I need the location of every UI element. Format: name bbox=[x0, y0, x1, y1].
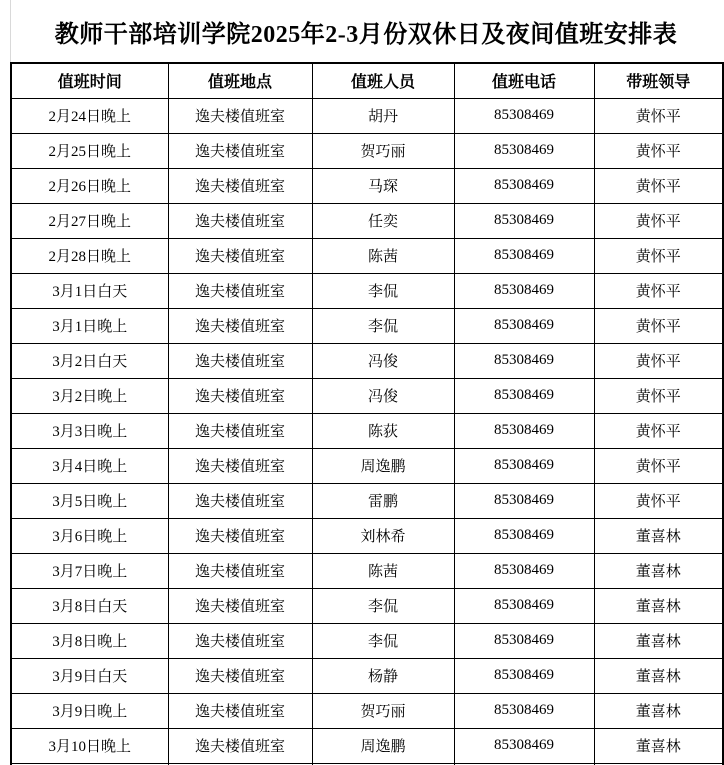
table-row bbox=[11, 693, 723, 728]
cell-duty-time: 3月8日白天 bbox=[11, 588, 168, 623]
cell-duty-leader: 董喜林 bbox=[594, 553, 723, 588]
cell-duty-phone: 85308469 bbox=[454, 448, 594, 483]
cell-duty-time: 3月1日白天 bbox=[11, 273, 168, 308]
cell-duty-time: 3月6日晚上 bbox=[11, 518, 168, 553]
cell-duty-person: 胡丹 bbox=[312, 98, 454, 133]
column-header-duty-time: 值班时间 bbox=[11, 63, 168, 98]
cell-duty-person: 周逸鹏 bbox=[312, 448, 454, 483]
cell-duty-leader: 黄怀平 bbox=[594, 168, 723, 203]
cell-duty-leader: 黄怀平 bbox=[594, 133, 723, 168]
cell-duty-location: 逸夫楼值班室 bbox=[168, 623, 312, 658]
cell-duty-phone: 85308469 bbox=[454, 623, 594, 658]
table-row bbox=[11, 728, 723, 763]
cell-duty-person: 陈茜 bbox=[312, 553, 454, 588]
cell-duty-time: 3月4日晚上 bbox=[11, 448, 168, 483]
table-row bbox=[11, 623, 723, 658]
table-row bbox=[11, 133, 723, 168]
cell-duty-leader: 黄怀平 bbox=[594, 98, 723, 133]
cell-duty-location: 逸夫楼值班室 bbox=[168, 448, 312, 483]
cell-duty-phone: 85308469 bbox=[454, 273, 594, 308]
cell-duty-leader: 董喜林 bbox=[594, 518, 723, 553]
cell-duty-person: 刘林希 bbox=[312, 518, 454, 553]
cell-duty-location: 逸夫楼值班室 bbox=[168, 238, 312, 273]
table-row bbox=[11, 203, 723, 238]
cell-duty-phone: 85308469 bbox=[454, 413, 594, 448]
cell-duty-person: 任奕 bbox=[312, 203, 454, 238]
cell-duty-phone: 85308469 bbox=[454, 518, 594, 553]
duty-table-head bbox=[11, 63, 723, 98]
cell-duty-person: 贺巧丽 bbox=[312, 693, 454, 728]
cell-duty-leader: 黄怀平 bbox=[594, 203, 723, 238]
column-header-duty-person: 值班人员 bbox=[312, 63, 454, 98]
cell-duty-leader: 黄怀平 bbox=[594, 378, 723, 413]
cell-duty-location: 逸夫楼值班室 bbox=[168, 483, 312, 518]
cell-duty-location: 逸夫楼值班室 bbox=[168, 588, 312, 623]
cell-duty-location: 逸夫楼值班室 bbox=[168, 518, 312, 553]
cell-duty-location: 逸夫楼值班室 bbox=[168, 308, 312, 343]
cell-duty-phone: 85308469 bbox=[454, 483, 594, 518]
cell-duty-person: 李侃 bbox=[312, 623, 454, 658]
cell-duty-person: 冯俊 bbox=[312, 343, 454, 378]
cell-duty-person: 陈茜 bbox=[312, 238, 454, 273]
cell-duty-leader: 黄怀平 bbox=[594, 448, 723, 483]
cell-duty-leader: 黄怀平 bbox=[594, 483, 723, 518]
cell-duty-time: 2月28日晚上 bbox=[11, 238, 168, 273]
table-row bbox=[11, 308, 723, 343]
cell-duty-leader: 黄怀平 bbox=[594, 273, 723, 308]
column-header-duty-leader: 带班领导 bbox=[594, 63, 723, 98]
cell-duty-phone: 85308469 bbox=[454, 728, 594, 763]
cell-duty-person: 马琛 bbox=[312, 168, 454, 203]
cell-duty-phone: 85308469 bbox=[454, 378, 594, 413]
cell-duty-time: 3月2日白天 bbox=[11, 343, 168, 378]
cell-duty-time: 3月7日晚上 bbox=[11, 553, 168, 588]
cell-duty-leader: 黄怀平 bbox=[594, 238, 723, 273]
cell-duty-time: 3月3日晚上 bbox=[11, 413, 168, 448]
table-row bbox=[11, 483, 723, 518]
cell-duty-time: 3月9日晚上 bbox=[11, 693, 168, 728]
cell-duty-leader: 黄怀平 bbox=[594, 413, 723, 448]
cell-duty-leader: 董喜林 bbox=[594, 728, 723, 763]
cell-duty-phone: 85308469 bbox=[454, 553, 594, 588]
cell-duty-phone: 85308469 bbox=[454, 98, 594, 133]
cell-duty-phone: 85308469 bbox=[454, 588, 594, 623]
table-row bbox=[11, 98, 723, 133]
cell-duty-location: 逸夫楼值班室 bbox=[168, 553, 312, 588]
cell-duty-phone: 85308469 bbox=[454, 343, 594, 378]
cell-duty-time: 3月9日白天 bbox=[11, 658, 168, 693]
table-row bbox=[11, 378, 723, 413]
cell-duty-leader: 董喜林 bbox=[594, 623, 723, 658]
cell-duty-location: 逸夫楼值班室 bbox=[168, 203, 312, 238]
column-header-duty-phone: 值班电话 bbox=[454, 63, 594, 98]
cell-duty-location: 逸夫楼值班室 bbox=[168, 413, 312, 448]
cell-duty-phone: 85308469 bbox=[454, 238, 594, 273]
table-row bbox=[11, 273, 723, 308]
duty-table-body bbox=[11, 98, 723, 765]
cell-duty-time: 3月5日晚上 bbox=[11, 483, 168, 518]
cell-duty-time: 3月2日晚上 bbox=[11, 378, 168, 413]
page-title: 教师干部培训学院2025年2-3月份双休日及夜间值班安排表 bbox=[54, 21, 678, 48]
cell-duty-person: 雷鹏 bbox=[312, 483, 454, 518]
cell-duty-person: 李侃 bbox=[312, 588, 454, 623]
cell-duty-location: 逸夫楼值班室 bbox=[168, 728, 312, 763]
table-row bbox=[11, 658, 723, 693]
cell-duty-time: 2月25日晚上 bbox=[11, 133, 168, 168]
cell-duty-person: 李侃 bbox=[312, 273, 454, 308]
cell-duty-location: 逸夫楼值班室 bbox=[168, 133, 312, 168]
cell-duty-location: 逸夫楼值班室 bbox=[168, 693, 312, 728]
table-row bbox=[11, 168, 723, 203]
cell-duty-leader: 董喜林 bbox=[594, 658, 723, 693]
table-row bbox=[11, 413, 723, 448]
cell-duty-person: 陈荻 bbox=[312, 413, 454, 448]
cell-duty-person: 冯俊 bbox=[312, 378, 454, 413]
cell-duty-location: 逸夫楼值班室 bbox=[168, 378, 312, 413]
table-row bbox=[11, 343, 723, 378]
cell-duty-person: 李侃 bbox=[312, 308, 454, 343]
duty-table bbox=[10, 62, 724, 765]
cell-duty-person: 杨静 bbox=[312, 658, 454, 693]
cell-duty-time: 3月1日晚上 bbox=[11, 308, 168, 343]
column-header-duty-location: 值班地点 bbox=[168, 63, 312, 98]
table-row bbox=[11, 448, 723, 483]
cell-duty-time: 3月8日晚上 bbox=[11, 623, 168, 658]
cell-duty-leader: 黄怀平 bbox=[594, 343, 723, 378]
cell-duty-person: 周逸鹏 bbox=[312, 728, 454, 763]
cell-duty-phone: 85308469 bbox=[454, 168, 594, 203]
cell-duty-phone: 85308469 bbox=[454, 658, 594, 693]
cell-duty-location: 逸夫楼值班室 bbox=[168, 168, 312, 203]
table-row bbox=[11, 238, 723, 273]
table-row bbox=[11, 588, 723, 623]
cell-duty-time: 2月27日晚上 bbox=[11, 203, 168, 238]
cell-duty-phone: 85308469 bbox=[454, 203, 594, 238]
cell-duty-leader: 董喜林 bbox=[594, 588, 723, 623]
cell-duty-time: 2月26日晚上 bbox=[11, 168, 168, 203]
cell-duty-location: 逸夫楼值班室 bbox=[168, 343, 312, 378]
header-row bbox=[11, 63, 723, 98]
cell-duty-phone: 85308469 bbox=[454, 308, 594, 343]
cell-duty-time: 3月10日晚上 bbox=[11, 728, 168, 763]
cell-duty-phone: 85308469 bbox=[454, 693, 594, 728]
table-row bbox=[11, 518, 723, 553]
cell-duty-person: 贺巧丽 bbox=[312, 133, 454, 168]
cell-duty-leader: 黄怀平 bbox=[594, 308, 723, 343]
cell-duty-time: 2月24日晚上 bbox=[11, 98, 168, 133]
cell-duty-location: 逸夫楼值班室 bbox=[168, 658, 312, 693]
cell-duty-location: 逸夫楼值班室 bbox=[168, 273, 312, 308]
table-row bbox=[11, 553, 723, 588]
cell-duty-leader: 董喜林 bbox=[594, 693, 723, 728]
cell-duty-phone: 85308469 bbox=[454, 133, 594, 168]
cell-duty-location: 逸夫楼值班室 bbox=[168, 98, 312, 133]
